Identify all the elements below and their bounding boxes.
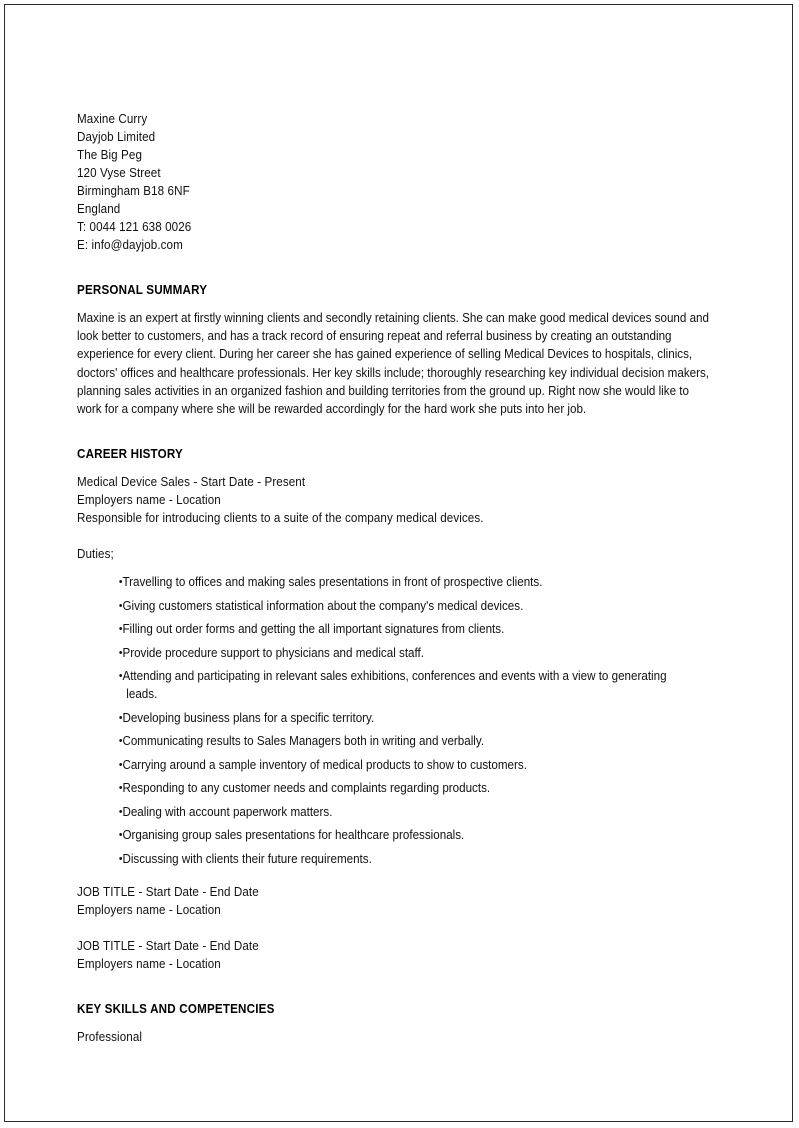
contact-city-postcode: Birmingham B18 6NF xyxy=(77,184,190,198)
key-skills-first-item: Professional xyxy=(77,1030,143,1045)
personal-summary-text: Maxine is an expert at firstly winning clients and secondly retaining clients. She can make good medical devices sound and look better to customers, and has a track record of ensuring repeat and referral business by creating an outstanding experience for every client. During her career she has gained experience of selling Medical Devices to hospitals, clinics, doctors' offices and healthcare professionals. Her key skills include; thoroughly researching key individual decision makers, planning sales activities in an organized fashion and building territories from the ground up. Right now she would like to work for a company where she will be rewarded accordingly for the hard work she puts into her job. xyxy=(77,311,710,417)
duty-text: Attending and participating in relevant sales exhibitions, conferences and events with a view to generating leads. xyxy=(122,669,667,702)
spacer xyxy=(77,299,711,309)
duty-text: Discussing with clients their future requirements. xyxy=(122,851,372,866)
bullet-icon: • xyxy=(118,599,123,612)
spacer xyxy=(77,463,711,473)
duty-text: Carrying around a sample inventory of medical products to show to customers. xyxy=(122,757,527,772)
spacer xyxy=(77,1018,711,1028)
duty-item xyxy=(77,826,686,844)
document-page xyxy=(4,4,793,1122)
spacer xyxy=(77,919,711,937)
career-entry-past-1 xyxy=(77,883,711,919)
duty-text: Provide procedure support to physicians and medical staff. xyxy=(122,645,425,660)
duties-list xyxy=(77,573,717,868)
past-role-employer: Employers name - Location xyxy=(77,903,221,918)
duty-text: Communicating results to Sales Managers both in writing and verbally. xyxy=(122,734,485,749)
contact-building: The Big Peg xyxy=(77,148,143,162)
contact-company: Dayjob Limited xyxy=(77,130,156,144)
spacer xyxy=(77,873,711,883)
duty-item xyxy=(77,597,686,615)
duty-item xyxy=(77,850,686,868)
spacer xyxy=(77,418,711,445)
duty-item xyxy=(77,803,686,821)
contact-block xyxy=(77,110,711,254)
contact-street: 120 Vyse Street xyxy=(77,166,161,180)
past-role-employer: Employers name - Location xyxy=(77,957,221,972)
career-entry-current xyxy=(77,473,711,527)
past-role-title: JOB TITLE - Start Date - End Date xyxy=(77,885,259,900)
duty-item xyxy=(77,779,686,797)
contact-phone: T: 0044 121 638 0026 xyxy=(77,220,192,234)
past-role-title: JOB TITLE - Start Date - End Date xyxy=(77,939,259,954)
duty-item xyxy=(77,756,686,774)
bullet-icon: • xyxy=(118,735,123,748)
career-entry-past-2 xyxy=(77,937,711,973)
duty-item xyxy=(77,709,686,727)
bullet-icon: • xyxy=(118,623,123,636)
bullet-icon: • xyxy=(118,805,123,818)
document-body xyxy=(77,110,711,1046)
section-heading-career-history: CAREER HISTORY xyxy=(77,447,183,462)
candidate-name: Maxine Curry xyxy=(77,112,148,126)
duty-text: Dealing with account paperwork matters. xyxy=(122,804,333,819)
bullet-icon: • xyxy=(118,670,123,683)
duty-text: Travelling to offices and making sales presentations in front of prospective clients. xyxy=(122,575,543,590)
spacer xyxy=(77,527,711,545)
spacer xyxy=(77,563,711,573)
duty-item xyxy=(77,667,686,703)
spacer xyxy=(77,973,711,1000)
duty-text: Organising group sales presentations for healthcare professionals. xyxy=(122,828,465,843)
current-role-title: Medical Device Sales - Start Date - Present xyxy=(77,475,306,490)
duty-item xyxy=(77,573,686,591)
bullet-icon: • xyxy=(118,646,123,659)
section-heading-personal-summary: PERSONAL SUMMARY xyxy=(77,283,208,297)
bullet-icon: • xyxy=(118,576,123,589)
bullet-icon: • xyxy=(118,829,123,842)
current-role-responsibility: Responsible for introducing clients to a suite of the company medical devices. xyxy=(77,511,484,526)
spacer xyxy=(77,254,711,281)
duty-item xyxy=(77,732,686,750)
duty-text: Developing business plans for a specific territory. xyxy=(122,710,375,725)
bullet-icon: • xyxy=(118,711,123,724)
duty-item xyxy=(77,644,686,662)
current-role-employer: Employers name - Location xyxy=(77,493,221,508)
duty-text: Filling out order forms and getting the all important signatures from clients. xyxy=(122,622,505,637)
duty-item xyxy=(77,620,686,638)
contact-email: E: info@dayjob.com xyxy=(77,238,183,252)
duties-label: Duties; xyxy=(77,547,114,562)
bullet-icon: • xyxy=(118,758,123,771)
section-heading-key-skills: KEY SKILLS AND COMPETENCIES xyxy=(77,1002,275,1017)
bullet-icon: • xyxy=(118,782,123,795)
bullet-icon: • xyxy=(118,852,123,865)
duty-text: Responding to any customer needs and complaints regarding products. xyxy=(122,781,491,796)
duty-text: Giving customers statistical information about the company's medical devices. xyxy=(122,598,524,613)
contact-country: England xyxy=(77,202,121,216)
